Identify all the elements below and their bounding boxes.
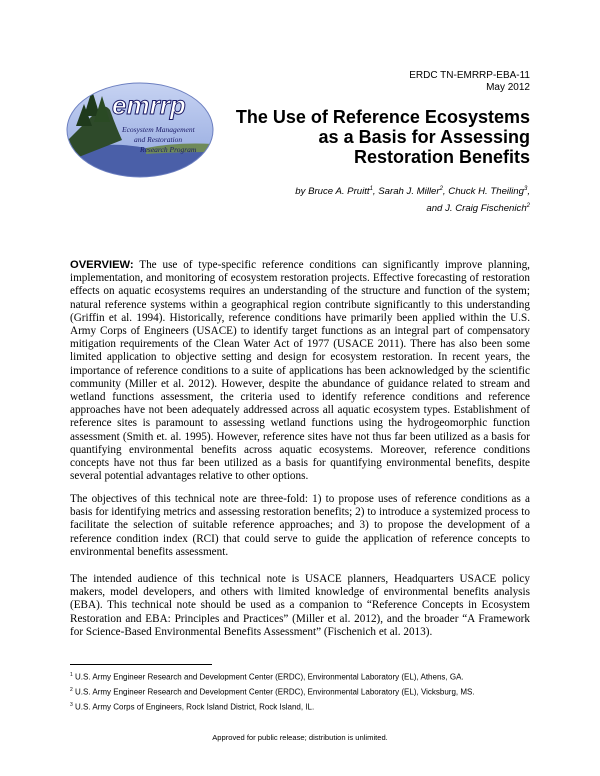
footnote-mark: 1 [70,672,73,678]
author-byline [170,182,530,216]
emrrp-logo-graphic [66,82,214,178]
author-name: Bruce A. Pruitt [308,186,370,198]
byline-prefix: by [295,186,306,198]
footnote-text: U.S. Army Engineer Research and Development Center (ERDC), Environmental Laboratory (EL), Athens, GA. [75,672,464,682]
byline-line-2 [170,199,530,216]
author-name: Sarah J. Miller [378,186,440,198]
author-name: J. Craig Fischenich [445,203,527,215]
footnote-divider [70,664,212,665]
byline-conjunction: and [426,203,443,215]
document-title [200,107,530,167]
distribution-statement: Approved for public release; distribution is unlimited. [212,733,388,742]
document-identifier [409,70,530,94]
document-number: ERDC TN-EMRRP-EBA-11 [409,70,530,81]
overview-label: OVERVIEW: [70,259,134,271]
footnote-item [70,669,540,684]
title-line-1: The Use of Reference Ecosystems [235,107,530,127]
footnotes [70,669,540,714]
objectives-paragraph: The objectives of this technical note are three-fold: 1) to propose uses of reference conditions as a basis for identifying metrics and assessing restoration benefits; 2) to introduce a systemized process to facilitate the selection of suitable reference approaches; and 3) to propose the development of a reference condition index (RCI) that could serve to guide the application of reference concepts to environmental benefits assessment. [70,493,530,558]
emrrp-logo [66,82,214,178]
title-line-2: as a Basis for Assessing [318,127,530,147]
logo-tagline-line-2: and Restoration [134,135,183,144]
title-line-3: Restoration Benefits [353,147,530,167]
footnote-mark: 2 [70,687,73,694]
author-affiliation-mark: 2 [439,186,443,192]
byline-line-1: by Bruce A. Pruitt$^1$, Sarah J. Miller$^2$, Chuck H. Theiling$^3$, [295,186,530,198]
author-affiliation-mark: 1 [369,186,373,192]
audience-paragraph: The intended audience of this technical note is USACE planners, Headquarters USACE policy makers, model developers, and others with limited knowledge of environmental benefits analysis (EBA). This technical note should be used as a companion to “Reference Concepts in Ecosystem Restoration and EBA: Principles and Practices” (Miller et al. 2012), and the broader “A Framework for Science-Based Environmental Benefits Assessment” (Fischenich et al. 2013). [70,573,530,638]
document-date: May 2012 [486,82,530,93]
overview-paragraph [70,259,530,483]
logo-tagline-line-1: Ecosystem Management [122,125,195,134]
author-affiliation-mark: 2 [526,203,530,210]
footnote-item [70,684,540,699]
logo-tagline-line-3: Research Program [140,145,197,154]
footnote-item [70,699,540,714]
overview-text: The use of type-specific reference conditions can significantly improve planning, implementation, and monitoring of ecosystem restoration projects. Effective forecasting of restoration effects on aquatic ecosystems requires an understanding of the structure and function of the system; natural reference systems within a geographical region contribute significantly to this understanding (Griffin et al. 1994). Historically, reference conditions have primarily been applied within the U.S. Army Corps of Engineers (USACE) to identify target functions as an integral part of compensatory mitigation requirements of the Clean Water Act of 1977 (USACE 2011). There has also been some limited application to objective setting and design for ecosystem restoration. In recent years, the importance of reference conditions to a suite of applications has been acknowledged by the scientific community (Miller et al. 2012). However, despite the abundance of guidance related to stream and wetland functions assessment, the criteria used to identify reference conditions and reference approaches have not been adequately addressed across all aquatic ecosystem types. Establishment of reference sites is paramount to assessing wetland functions using the hydrogeomorphic function assessment (Smith et. al. 1995). However, reference sites have not thus far been utilized as a basis for quantifying environmental benefits across aquatic ecosystems. Moreover, reference conditions concepts have not thus far been utilized as a basis for quantifying environmental benefits, despite several potential advantages relative to other options. [70,259,530,483]
footnote-mark: 3 [70,702,73,709]
footnote-text: U.S. Army Corps of Engineers, Rock Island District, Rock Island, IL. [75,702,315,712]
footnote-text: U.S. Army Engineer Research and Development Center (ERDC), Environmental Laboratory (EL), Vicksburg, MS. [75,687,475,697]
author-affiliation-mark: 3 [523,186,528,192]
author-name: Chuck H. Theiling [448,186,524,198]
logo-wordmark: emrrp [112,90,186,120]
